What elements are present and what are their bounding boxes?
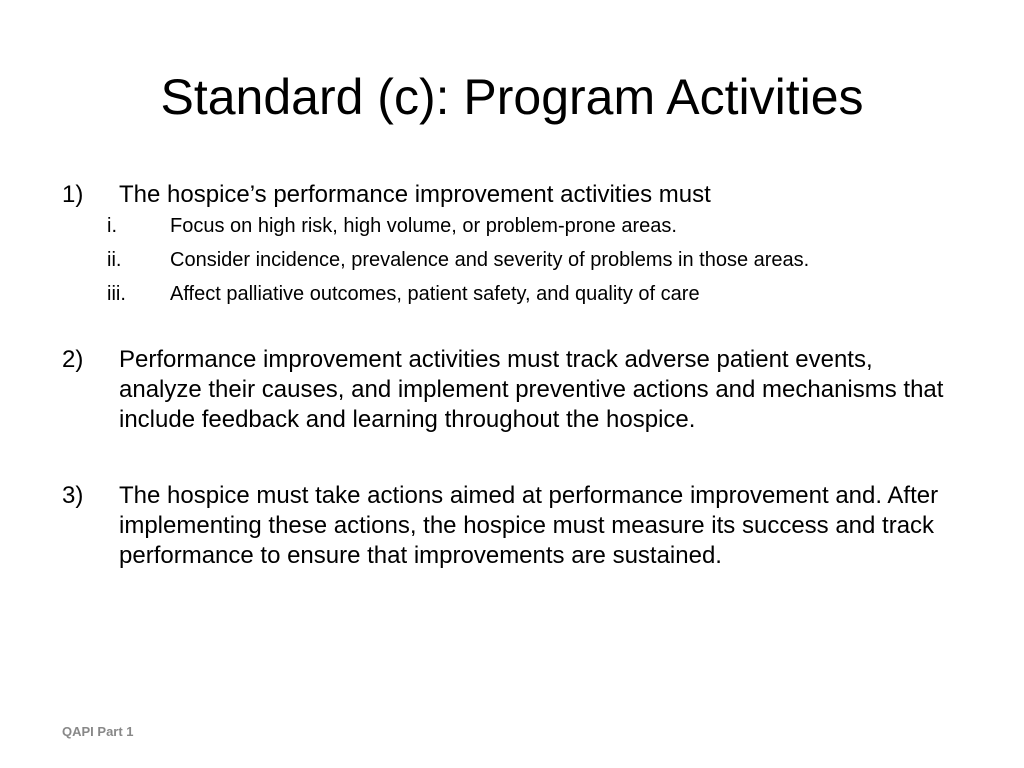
sublist-item-text: Consider incidence, prevalence and severity of problems in those areas. (170, 249, 810, 271)
list-item-1 (62, 180, 962, 307)
slide-title: Standard (c): Program Activities (160, 69, 864, 125)
sublist-item-ii (62, 248, 962, 273)
list-item-2 (62, 345, 962, 435)
sublist-item-text: Focus on high risk, high volume, or problem-prone areas. (170, 215, 677, 237)
sublist-item-number: ii. (107, 249, 122, 271)
sublist-item-number: iii. (107, 283, 126, 305)
slide-footer: QAPI Part 1 (62, 724, 134, 739)
sublist-item-number: i. (107, 215, 117, 237)
sublist-item-i (62, 214, 962, 239)
list-item-text: The hospice must take actions aimed at performance improvement and. After implementing these actions, the hospice must measure its success and track performance to ensure that improvements are sustained. (119, 482, 939, 569)
sublist-item-text: Affect palliative outcomes, patient safety, and quality of care (170, 283, 700, 305)
sublist (62, 214, 962, 307)
list-item-number: 3) (62, 482, 84, 509)
list-item-number: 1) (62, 181, 84, 208)
slide-body (62, 180, 962, 571)
list-item-text: The hospice’s performance improvement activities must (119, 181, 711, 208)
list-item-text: Performance improvement activities must track adverse patient events, analyze their causes, and implement preventive actions and mechanisms that include feedback and learning throughout the hospice. (119, 346, 944, 433)
list-item-3 (62, 481, 962, 571)
list-item-number: 2) (62, 346, 84, 373)
sublist-item-iii (62, 282, 962, 307)
